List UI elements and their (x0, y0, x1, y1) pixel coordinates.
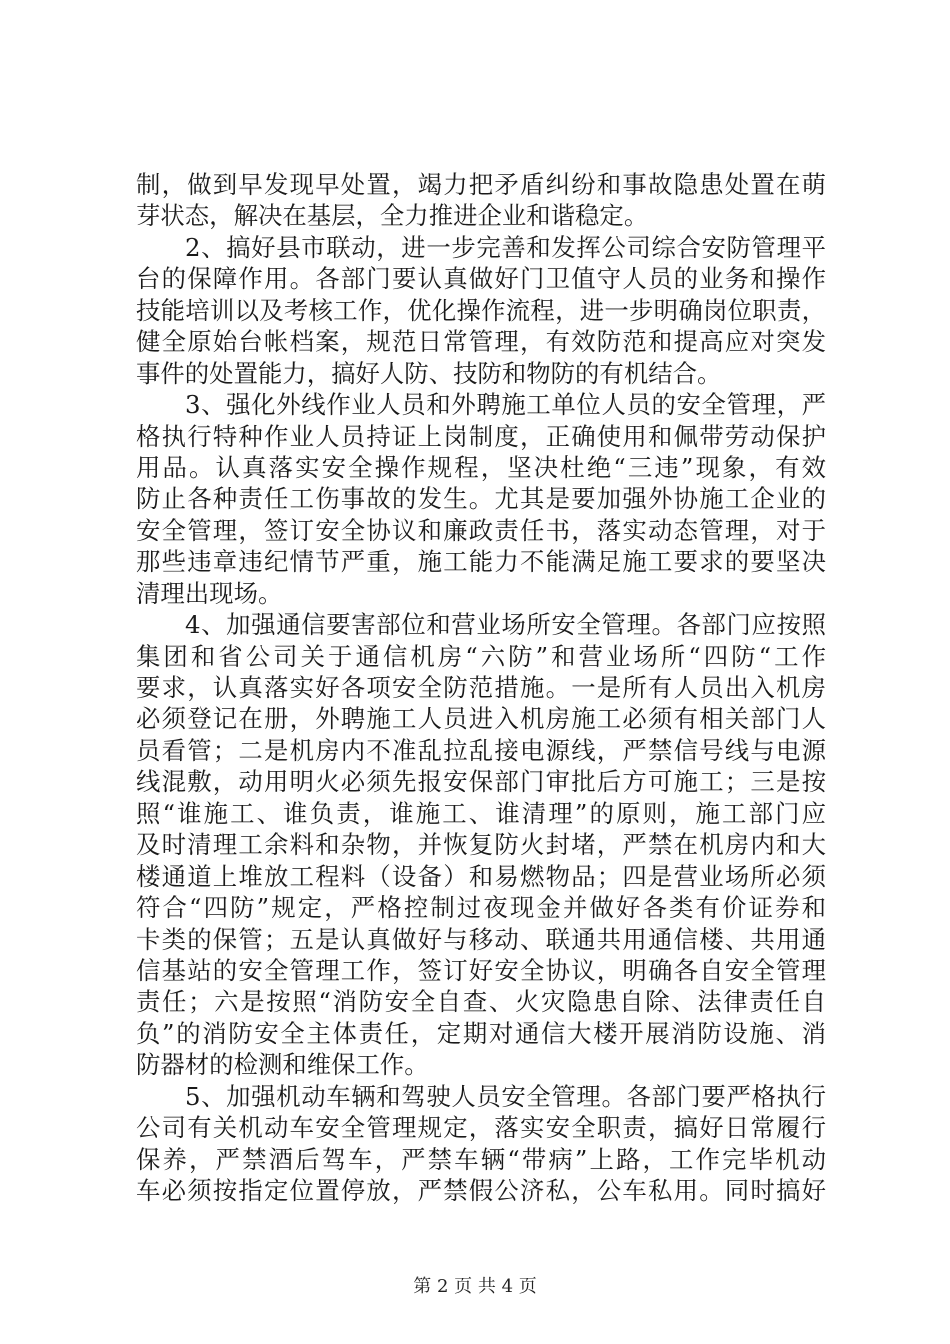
text-line: 线混敷，动用明火必须先报安保部门审批后方可施工；三是按 (136, 767, 826, 797)
text-line: 集团和省公司关于通信机房“六防”和营业场所“四防“工作 (136, 641, 826, 671)
text-line: 芽状态，解决在基层，全力推进企业和谐稳定。 (136, 201, 649, 231)
text-line: 楼通道上堆放工程料（设备）和易燃物品；四是营业场所必须 (136, 861, 826, 891)
text-line: 健全原始台帐档案，规范日常管理，有效防范和提高应对突发 (136, 327, 826, 357)
text-line: 制，做到早发现早处置，竭力把矛盾纠纷和事故隐患处置在萌 (136, 170, 826, 199)
text-line: 清理出现场。 (136, 578, 283, 608)
page-footer (0, 1272, 950, 1298)
text-line: 符合“四防”规定，严格控制过夜现金并做好各类有价证券和 (136, 893, 826, 923)
text-line: 3、强化外线作业人员和外聘施工单位人员的安全管理，严 (185, 390, 826, 420)
text-line: 防器材的检测和维保工作。 (136, 1050, 429, 1080)
text-line: 技能培训以及考核工作，优化操作流程，进一步明确岗位职责， (136, 295, 826, 325)
text-line: 负”的消防安全主体责任，定期对通信大楼开展消防设施、消 (136, 1018, 826, 1048)
text-line: 必须登记在册，外聘施工人员进入机房施工必须有相关部门人 (136, 704, 826, 734)
text-line: 台的保障作用。各部门要认真做好门卫值守人员的业务和操作 (136, 264, 826, 294)
text-line: 5、加强机动车辆和驾驶人员安全管理。各部门要严格执行 (185, 1081, 826, 1111)
text-line: 照“谁施工、谁负责，谁施工、谁清理”的原则，施工部门应 (136, 798, 826, 828)
text-line: 2、搞好县市联动，进一步完善和发挥公司综合安防管理平 (185, 232, 826, 262)
text-line: 责任；六是按照“消防安全自查、火灾隐患自除、法律责任自 (136, 987, 826, 1017)
text-line: 事件的处置能力，搞好人防、技防和物防的有机结合。 (136, 358, 722, 388)
text-line: 保养，严禁酒后驾车，严禁车辆“带病”上路，工作完毕机动 (136, 1144, 826, 1174)
text-line: 及时清理工余料和杂物，并恢复防火封堵，严禁在机房内和大 (136, 830, 826, 860)
text-line: 安全管理，签订安全协议和廉政责任书，落实动态管理，对于 (136, 515, 826, 545)
text-line: 信基站的安全管理工作，签订好安全协议，明确各自安全管理 (136, 955, 826, 985)
text-line: 用品。认真落实安全操作规程，坚决杜绝“三违”现象，有效 (136, 452, 826, 482)
text-line: 防止各种责任工伤事故的发生。尤其是要加强外协施工企业的 (136, 484, 826, 514)
text-line: 车必须按指定位置停放，严禁假公济私，公车私用。同时搞好 (136, 1176, 826, 1205)
text-line: 员看管；二是机房内不准乱拉乱接电源线，严禁信号线与电源 (136, 735, 826, 765)
document-body (136, 169, 826, 1206)
text-line: 格执行特种作业人员持证上岗制度，正确使用和佩带劳动保护 (136, 421, 826, 451)
text-line: 那些违章违纪情节严重，施工能力不能满足施工要求的要坚决 (136, 547, 826, 577)
page-number-label: 第 2 页 共 4 页 (413, 1276, 537, 1297)
text-line: 4、加强通信要害部位和营业场所安全管理。各部门应按照 (185, 610, 826, 640)
text-line: 卡类的保管；五是认真做好与移动、联通共用通信楼、共用通 (136, 924, 826, 954)
text-line: 公司有关机动车安全管理规定，落实安全职责，搞好日常履行 (136, 1113, 826, 1143)
text-line: 要求，认真落实好各项安全防范措施。一是所有人员出入机房 (136, 673, 826, 702)
